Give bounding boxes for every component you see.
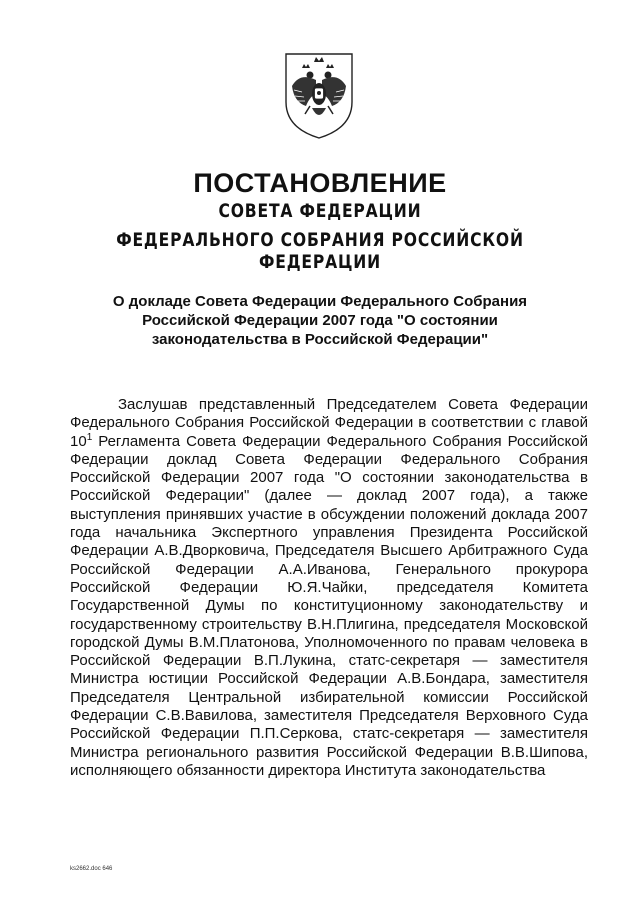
resolution-subject — [70, 292, 570, 349]
subject-line: О докладе Совета Федерации Федерального Собрания — [112, 293, 528, 310]
document-title: ПОСТАНОВЛЕНИЕ — [193, 168, 447, 198]
body-text — [70, 396, 588, 780]
subject-line: Российской Федерации 2007 года "О состоянии — [142, 312, 498, 329]
org-name-line-1: СОВЕТА ФЕДЕРАЦИИ — [218, 200, 422, 222]
org-name-line-2: ФЕДЕРАЛЬНОГО СОБРАНИЯ РОССИЙСКОЙ ФЕДЕРАЦИИ — [116, 229, 524, 273]
file-reference: ks2662.doc 646 — [70, 866, 113, 872]
superscript: 1 — [86, 431, 93, 443]
body-paragraph — [70, 396, 588, 780]
subject-line: законодательства в Российской Федерации" — [151, 331, 489, 348]
body-text-part: Заслушав представленный Председателем Совета Федерации Федерального Собрания Российской Федерации в соответствии с главой 10 — [70, 396, 588, 450]
body-text-part: Регламента Совета Федерации Федерального Собрания Российской Федерации доклад Совета Федерации Федерального Собрания Российской Федерации 2007 года "О состоянии законодательства в Российской Федерации" (далее — доклад 2007 года), а также выступления принявших участие в обсуждении положений доклада 2007 года начальника Экспертного управления Президента Российской Федерации А.В.Дворковича, Председателя Высшего Арбитражного Суда Российской Федерации А.А.Иванова, Генерального прокурора Российской Федерации Ю.Я.Чайки, председателя Комитета Государственной Думы по конституционному законодательству и государственному строительству В.Н.Плигина, председателя Московской городской Думы В.М.Платонова, Уполномоченного по правам человека в Российской Федерации В.П.Лукина, статс-секретаря — заместителя Министра юстиции Российской Федерации А.В.Бондара, заместителя Председателя Центральной избирательной комиссии Российской Федерации С.В.Вавилова, заместителя Председателя Верховного Суда Российской Федерации П.П.Серкова, статс-секретаря — заместителя Министра регионального развития Российской Федерации В.В.Шипова, исполняющего обязанности директора Института законодательства — [70, 432, 588, 779]
coat-of-arms-icon — [280, 50, 358, 140]
